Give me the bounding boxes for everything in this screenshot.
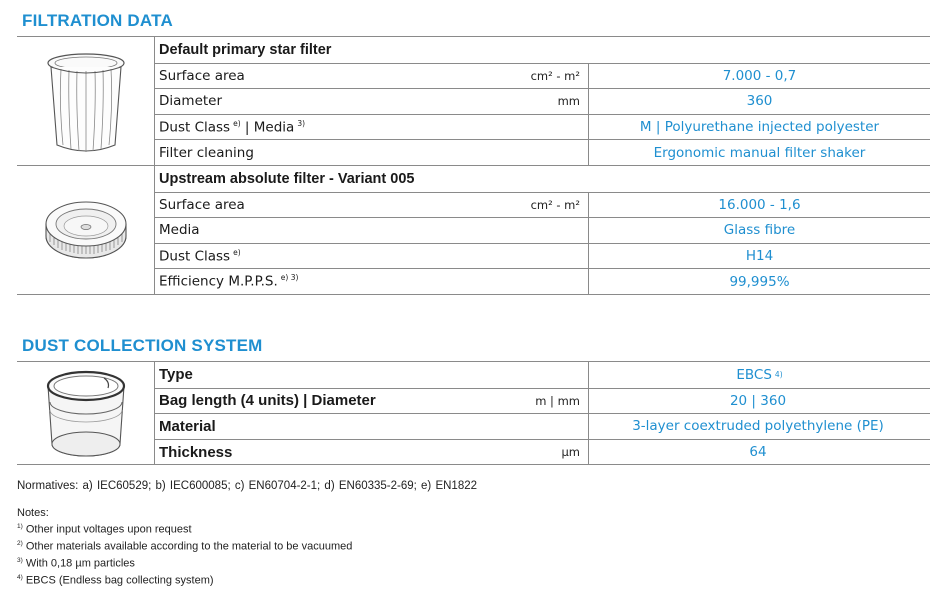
note-item [17, 554, 352, 571]
row-label-cell [155, 89, 589, 114]
row-label-composite [159, 248, 241, 265]
table-row [155, 413, 930, 439]
row-value: Ergonomic manual filter shaker [653, 144, 866, 161]
row-value-cell [589, 440, 930, 465]
row-label-composite [159, 119, 305, 136]
row-value-cell [589, 389, 930, 414]
row-label-composite [159, 273, 298, 290]
row-unit: µm [561, 445, 580, 460]
notes [17, 506, 352, 588]
row-value: 16.000 - 1,6 [718, 196, 801, 213]
row-label-cell [155, 414, 589, 439]
bag-collection-icon [17, 362, 155, 464]
absolute-filter-icon [17, 166, 155, 294]
note-text: EBCS (Endless bag collecting system) [22, 574, 214, 587]
row-label-cell [155, 193, 589, 218]
absolute-filter-group [17, 165, 930, 294]
row-label-cell [155, 115, 589, 140]
row-value-cell [589, 362, 930, 388]
row-value: EBCS [736, 366, 772, 383]
row-value: M | Polyurethane injected polyester [639, 119, 880, 136]
note-text: Other input voltages upon request [22, 523, 192, 536]
row-label-cell [155, 362, 589, 388]
row-label: Dust Class [159, 248, 231, 265]
notes-title: Notes: [17, 507, 49, 519]
row-label: Type [159, 366, 193, 384]
dust-table [17, 361, 930, 465]
dust-title: DUST COLLECTION SYSTEM [22, 336, 263, 355]
row-value: 3-layer coextruded polyethylene (PE) [632, 418, 884, 435]
star-filter-header-text: Default primary star filter [159, 41, 332, 58]
table-row [155, 439, 930, 465]
absolute-filter-header-text: Upstream absolute filter - Variant 005 [159, 170, 415, 187]
row-label: Filter cleaning [159, 144, 254, 161]
note-sup: 2) [17, 540, 23, 548]
row-value: 7.000 - 0,7 [722, 67, 797, 84]
row-label-2: | Media [240, 119, 295, 136]
table-row [155, 243, 930, 269]
row-label-sup: e) [233, 247, 241, 257]
row-value: 64 [749, 444, 767, 461]
note-item [17, 571, 352, 588]
row-label-cell [155, 218, 589, 243]
row-label-cell [155, 64, 589, 89]
row-label-cell [155, 140, 589, 165]
filtration-table [17, 36, 930, 295]
normatives: Normatives: a) IEC60529; b) IEC600085; c) EN60704-2-1; d) EN60335-2-69; e) EN1822 [17, 480, 478, 492]
row-label: Surface area [159, 67, 245, 84]
row-label-cell [155, 440, 589, 465]
note-text: Other materials available according to the material to be vacuumed [22, 540, 353, 553]
row-label: Bag length (4 units) | Diameter [159, 392, 376, 410]
row-label: Efficiency M.P.P.S. [159, 273, 278, 290]
table-row [155, 114, 930, 140]
table-row [155, 217, 930, 243]
filtration-title: FILTRATION DATA [22, 11, 173, 30]
star-filter-header [155, 37, 930, 63]
row-label: Surface area [159, 196, 245, 213]
absolute-filter-header-row [155, 166, 930, 192]
row-value: Glass fibre [723, 222, 796, 239]
note-text: With 0,18 µm particles [22, 557, 135, 570]
row-label-sup-2: 3) [297, 118, 306, 128]
row-value-cell [589, 414, 930, 439]
row-value: H14 [745, 248, 774, 265]
note-sup: 4) [17, 574, 23, 582]
table-row [155, 362, 930, 388]
row-label: Media [159, 222, 200, 239]
row-label: Dust Class [159, 119, 231, 136]
row-value-sup: 4) [774, 370, 783, 380]
row-unit: cm² - m² [530, 197, 580, 212]
star-filter-group [17, 37, 930, 165]
table-row [155, 192, 930, 218]
row-label-cell [155, 389, 589, 414]
row-value: 20 | 360 [729, 392, 787, 409]
row-label-cell [155, 269, 589, 294]
row-label-sup: e) 3) [280, 273, 299, 283]
row-label: Diameter [159, 93, 223, 110]
row-value: 360 [746, 93, 773, 110]
table-row [155, 139, 930, 165]
table-row [155, 88, 930, 114]
row-label-cell [155, 244, 589, 269]
table-row [155, 388, 930, 414]
row-label: Material [159, 417, 216, 435]
row-label: Thickness [159, 443, 233, 461]
star-filter-icon [17, 37, 155, 165]
row-unit: cm² - m² [530, 68, 580, 83]
note-sup: 1) [17, 523, 23, 531]
note-item [17, 537, 352, 554]
row-value: 99,995% [729, 273, 790, 290]
table-row [155, 268, 930, 294]
table-row [155, 63, 930, 89]
dust-group [17, 362, 930, 464]
star-filter-header-row [155, 37, 930, 63]
note-sup: 3) [17, 557, 23, 565]
absolute-filter-header [155, 166, 930, 192]
row-unit: mm [557, 94, 580, 109]
row-unit: m | mm [535, 393, 580, 408]
note-item [17, 520, 352, 537]
row-label-sup: e) [233, 118, 241, 128]
